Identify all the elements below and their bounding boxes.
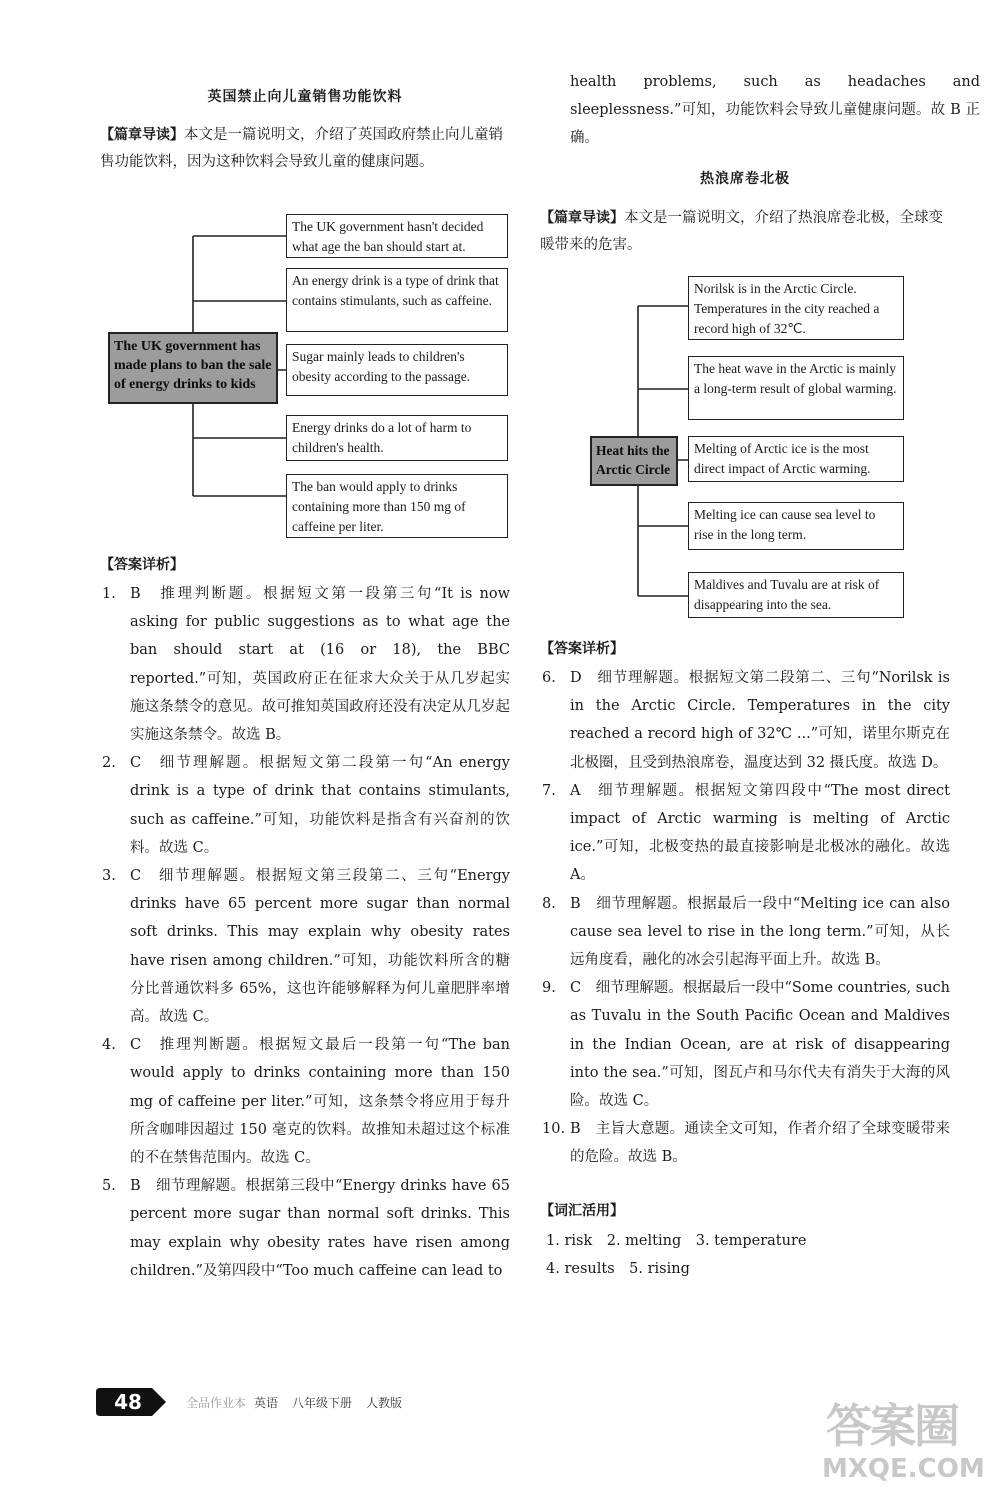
answer-item [100,580,510,749]
watermark [820,1390,990,1490]
answer-text: B 推理判断题。根据短文第一段第三句“It is now asking for public suggestions as to what age the ban should start at (16 or 18), the BBC reported.”可知，英国政府正在征求大众关于从几岁起实施这条禁令的意见。故可推知英国政府还没有决定从几岁起实施这条禁令。故选 B。 [130,586,510,744]
answer-num: 3. [102,868,116,885]
mindmap-leaf: Sugar mainly leads to children's obesity according to the passage. [286,344,508,396]
answers-left [100,580,510,1285]
answer-num: 8. [542,895,556,912]
mindmap-leaf: Maldives and Tuvalu are at risk of disappearing into the sea. [688,572,904,618]
answer-item [100,1172,510,1285]
answer-item [540,664,950,777]
watermark-logo: 答案圈 [826,1399,958,1453]
answer-num: 9. [542,980,556,997]
answer-text: C 推理判断题。根据短文最后一段第一句“The ban would apply to drinks containing more than 150 mg of caffeine per liter.”可知，这条禁令将应用于每升所含咖啡因超过 150 毫克的饮料。故推知未超过这个标准的不在禁售范围内。故选 C。 [130,1037,510,1167]
mindmap-leaf: The heat wave in the Arctic is mainly a long-term result of global warming. [688,356,904,420]
page-number: 48 [114,1390,142,1414]
mindmap-center-left: The UK government has made plans to ban the sale of energy drinks to kids [108,332,278,404]
answer-item [540,890,950,975]
vocab-head [540,1198,950,1225]
mindmap-left [100,210,510,540]
mindmap-leaf: An energy drink is a type of drink that contains stimulants, such as caffeine. [286,268,508,332]
answer-text: B 细节理解题。根据第三段中“Energy drinks have 65 percent more sugar than normal soft drinks. This may explain why obesity rates have risen among children.”及第四段中“Too much caffeine can lead to [130,1178,510,1279]
mindmap-center-right: Heat hits the Arctic Circle [590,436,678,486]
guide-text: 本文是一篇说明文，介绍了英国政府禁止向儿童销售功能饮料，因为这种饮料会导致儿童的健康问题。 [100,127,503,170]
answer-item [100,749,510,862]
mindmap-leaf: Melting ice can cause sea level to rise in the long term. [688,502,904,550]
continuation: health problems, such as headaches and sleeplessness.”可知，功能饮料会导致儿童健康问题。故 B 正确。 [570,74,980,147]
answers-head-left [100,552,510,579]
answer-num: 4. [102,1037,116,1054]
mindmap-leaf: Energy drinks do a lot of harm to children's health. [286,415,508,461]
guide-tag: 【篇章导读】 [540,210,624,226]
subject: 英语 [254,1396,279,1410]
answers-right [540,664,950,1172]
answer-num: 10. [542,1121,566,1138]
edition: 人教版 [366,1396,403,1410]
answer-item [540,974,950,1115]
answer-num: 2. [102,755,116,772]
answers-tag: 【答案详析】 [540,641,624,657]
guide-text: 本文是一篇说明文，介绍了热浪席卷北极，全球变暖带来的危害。 [540,210,943,253]
mindmap-leaf: Norilsk is in the Arctic Circle. Temperatures in the city reached a record high of 32℃. [688,276,904,340]
vocab-tag: 【词汇活用】 [540,1203,624,1219]
vocab-line: 4. results 5. rising [546,1261,690,1277]
article-title-right: 热浪席卷北极 [700,171,790,187]
answer-num: 1. [102,586,116,602]
series-name: 全品作业本 [186,1396,247,1410]
answer-item [540,777,950,890]
answer-text: B 主旨大意题。通读全文可知，作者介绍了全球变暖带来的危险。故选 B。 [570,1121,950,1166]
guide-tag: 【篇章导读】 [100,127,184,143]
article-title-left: 英国禁止向儿童销售功能饮料 [207,89,403,105]
answer-text: C 细节理解题。根据最后一段中“Some countries, such as Tuvalu in the South Pacific Ocean and Maldives in the Indian Ocean, are at risk of disappearing into the sea.”可知，图瓦卢和马尔代夫有消失于大海的风险。故选 C。 [570,980,950,1110]
answer-num: 7. [542,782,556,799]
vocab-line: 1. risk 2. melting 3. temperature [546,1233,807,1249]
mindmap-right [540,274,950,624]
vocab-answers [540,1227,956,1283]
continuation-text [540,68,980,153]
answer-text: A 细节理解题。根据短文第四段中“The most direct impact of Arctic warming is melting of Arctic ice.”可知，北极变热的最直接影响是北极冰的融化。故选 A。 [570,782,950,884]
answer-text: C 细节理解题。根据短文第三段第二、三句“Energy drinks have 65 percent more sugar than normal soft drinks. This may explain why obesity rates have risen among children.”可知，功能饮料所含的糖分比普通饮料多 65%，这也许能够解释为何儿童肥胖率增高。故选 C。 [130,868,510,1026]
answer-item [100,1031,510,1172]
watermark-url: MXQE.COM [822,1454,985,1484]
mindmap-leaf: The ban would apply to drinks containing more than 150 mg of caffeine per liter. [286,474,508,538]
mindmap-leaf: Melting of Arctic ice is the most direct impact of Arctic warming. [688,436,904,482]
guide-left [100,122,510,176]
mindmap-leaf: The UK government hasn't decided what age the ban should start at. [286,214,508,258]
answer-item [100,862,510,1031]
answers-tag: 【答案详析】 [100,557,184,573]
answer-num: 6. [542,670,556,686]
guide-right [540,205,950,259]
answer-item [540,1115,950,1171]
answer-text: D 细节理解题。根据短文第二段第二、三句“Norilsk is in the Arctic Circle. Temperatures in the city reached a record high of 32℃ ...”可知，诺里尔斯克在北极圈，且受到热浪席卷，温度达到 32 摄氏度。故选 D。 [570,670,950,771]
answer-num: 5. [102,1178,116,1195]
answer-text: C 细节理解题。根据短文第二段第一句“An energy drink is a type of drink that contains stimulants, such as caffeine.”可知，功能饮料是指含有兴奋剂的饮料。故选 C。 [130,755,510,856]
answer-text: B 细节理解题。根据最后一段中“Melting ice can also cause sea level to rise in the long term.”可知，从长远角度看，融化的冰会引起海平面上升。故选 B。 [570,895,950,969]
grade: 八年级下册 [292,1396,353,1410]
answers-head-right [540,636,950,663]
right-column [540,0,980,1277]
